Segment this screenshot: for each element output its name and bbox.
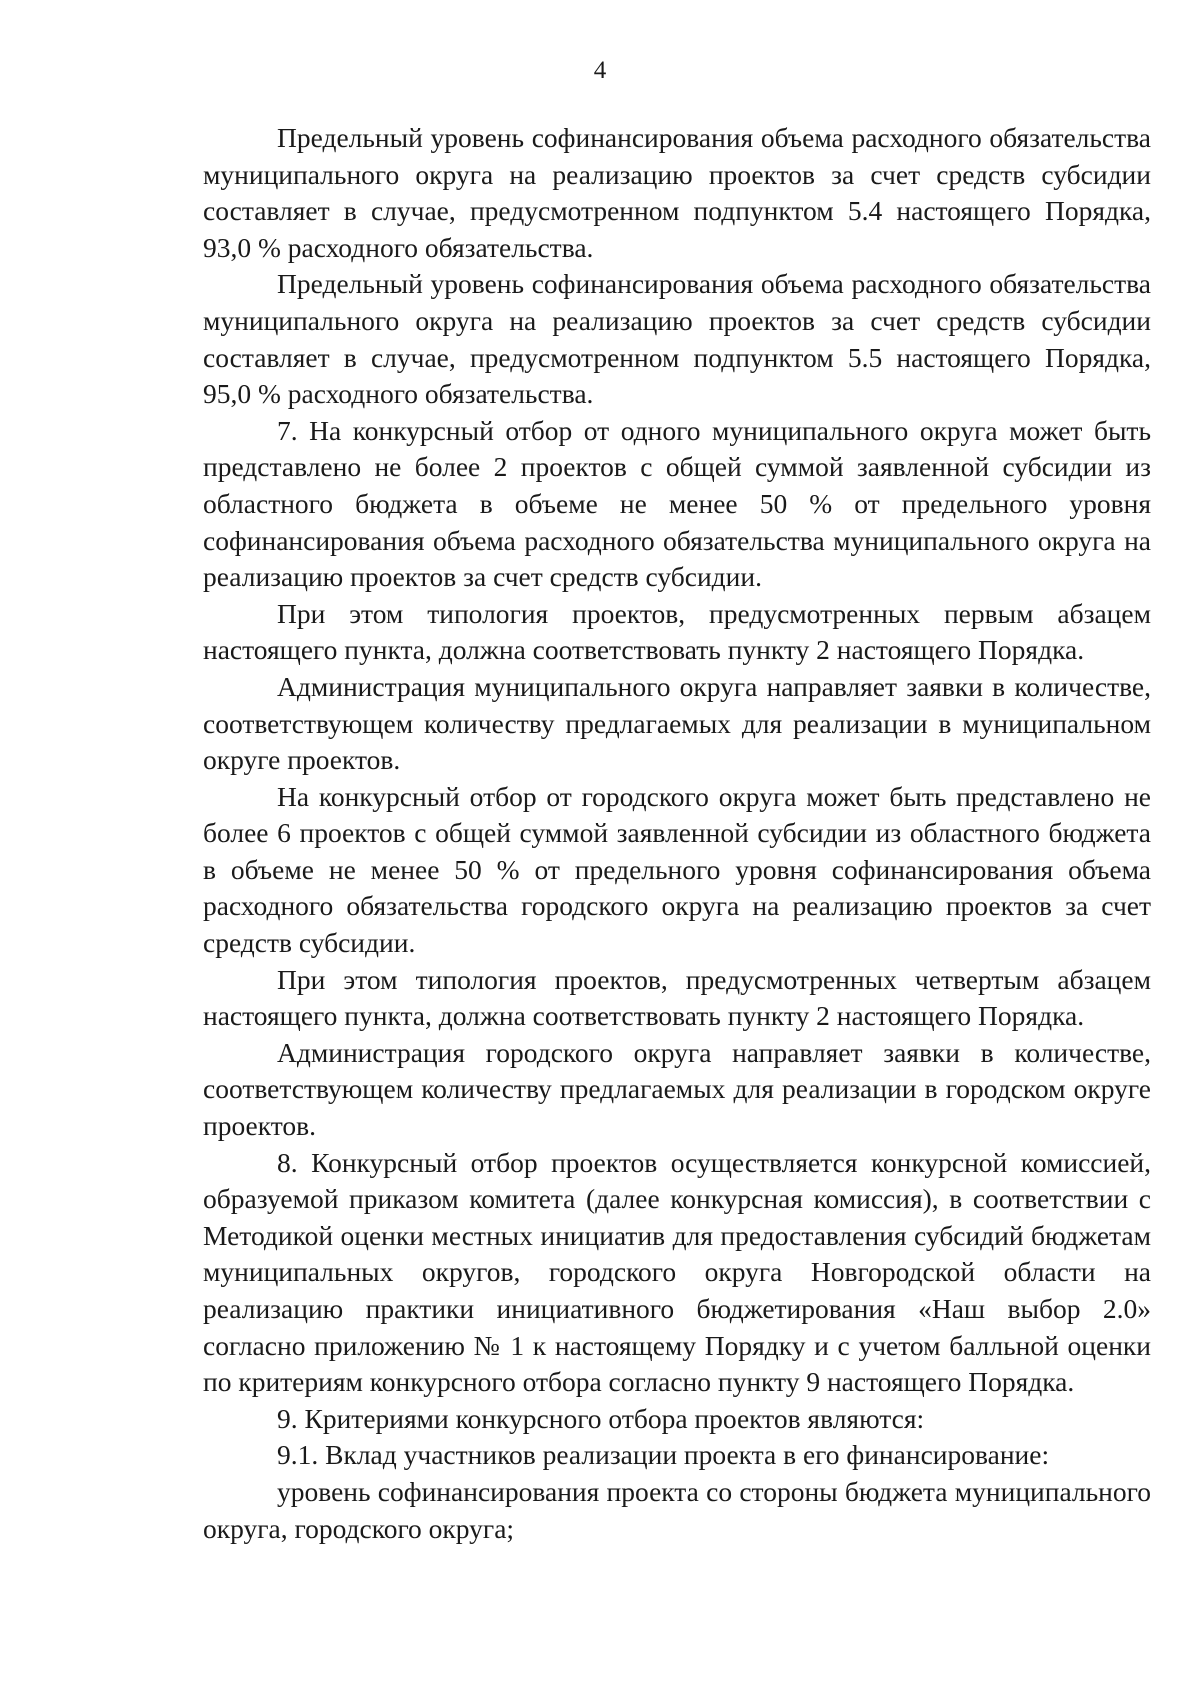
paragraph-clause-8: 8. Конкурсный отбор проектов осуществляется конкурсной комиссией, образуемой приказом комитета (далее конкурсная комиссия), в соответствии с Методикой оценки местных инициатив для предоставления субсидий бюджетам муниципальных округов, городского округа Новгородской области на реализацию практики инициативного бюджетирования «Наш выбор 2.0» согласно приложению № 1 к настоящему Порядку и с учетом балльной оценки по критериям конкурсного отбора согласно пункту 9 настоящего Порядка. — [203, 1146, 1151, 1398]
paragraph-cofinancing-5-4: Предельный уровень софинансирования объема расходного обязательства муниципального округа на реализацию проектов за счет средств субсидии составляет в случае, предусмотренном подпунктом 5.4 настоящего Порядка, 93,0 % расходного обязательства. — [203, 122, 1151, 263]
paragraph-cofinancing-5-5: Предельный уровень софинансирования объема расходного обязательства муниципального округа на реализацию проектов за счет средств субсидии составляет в случае, предусмотренном подпунктом 5.5 настоящего Порядка, 95,0 % расходного обязательства. — [203, 268, 1151, 410]
paragraph-typology-municipal: При этом типология проектов, предусмотренных первым абзацем настоящего пункта, должна соответствовать пункту 2 настоящего Порядка. — [203, 597, 1151, 666]
paragraph-typology-city: При этом типология проектов, предусмотренных четвертым абзацем настоящего пункта, должна соответствовать пункту 2 настоящего Порядка. — [203, 963, 1151, 1032]
page-number: 4 — [593, 57, 607, 84]
paragraph-cofinancing-level: уровень софинансирования проекта со стороны бюджета муниципального округа, городского округа; — [203, 1475, 1151, 1544]
paragraph-clause-9-1: 9.1. Вклад участников реализации проекта в его финансирование: — [277, 1439, 1050, 1471]
paragraph-clause-7: 7. На конкурсный отбор от одного муниципального округа может быть представлено не более 2 проектов с общей суммой заявленной субсидии из областного бюджета в объеме не менее 50 % от предельного уровня софинансирования объема расходного обязательства муниципального округа на реализацию проектов за счет средств субсидии. — [203, 414, 1151, 593]
paragraph-clause-9: 9. Критериями конкурсного отбора проектов являются: — [277, 1402, 925, 1434]
paragraph-admin-municipal: Администрация муниципального округа направляет заявки в количестве, соответствующем количеству предлагаемых для реализации в муниципальном округе проектов. — [203, 670, 1151, 776]
document-body — [203, 120, 1151, 1547]
paragraph-admin-city: Администрация городского округа направляет заявки в количестве, соответствующем количеству предлагаемых для реализации в городском округе проектов. — [203, 1036, 1151, 1142]
paragraph-city-district-selection: На конкурсный отбор от городского округа может быть представлено не более 6 проектов с общей суммой заявленной субсидии из областного бюджета в объеме не менее 50 % от предельного уровня софинансирования объема расходного обязательства городского округа на реализацию проектов за счет средств субсидии. — [203, 780, 1151, 959]
